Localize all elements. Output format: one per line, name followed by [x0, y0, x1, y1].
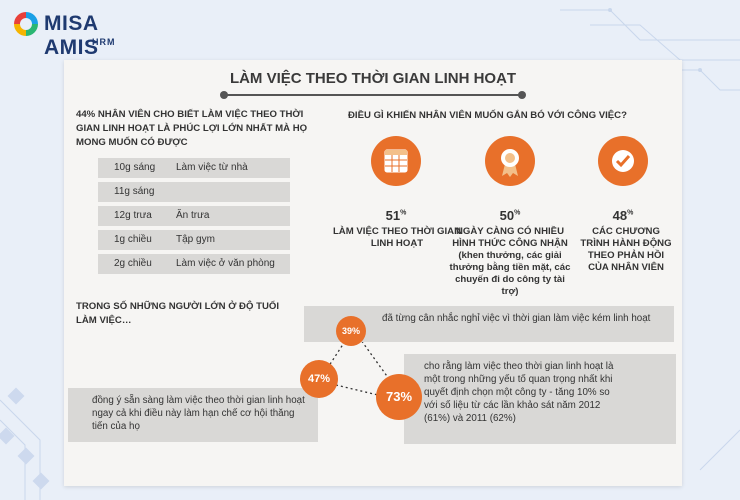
schedule-activity: Ăn trưa: [176, 210, 210, 221]
factor-label: NGÀY CÀNG CÓ NHIỀU HÌNH THỨC CÔNG NHẬN (khen thưởng, các giải thưởng bằng tiền mặt, các chuyến đi do công ty tài trợ): [449, 226, 571, 297]
adult-heading: TRONG SỐ NHỮNG NGƯỜI LỚN Ở ĐỘ TUỔI LÀM VIỆC…: [76, 301, 280, 326]
stat-text: đã từng cân nhắc nghỉ việc vì thời gian làm việc kém linh hoạt: [382, 313, 651, 324]
stat-bubble-39: 39%: [336, 316, 366, 346]
schedule-activity: Làm việc ở văn phòng: [176, 258, 275, 269]
left-heading: 44% NHÂN VIÊN CHO BIẾT LÀM VIỆC THEO THỜI GIAN LINH HOẠT LÀ PHÚC LỢI LỚN NHẤT MÀ HỌ MONG MUỐN CÓ ĐƯỢC: [76, 109, 308, 148]
schedule-activity: Làm việc từ nhà: [176, 162, 248, 173]
stat-bubble-47: 47%: [300, 360, 338, 398]
schedule-time: 2g chiều: [114, 258, 152, 269]
factor-percent: 48%: [612, 208, 634, 223]
stat-text: cho rằng làm việc theo thời gian linh hoạt là một trong những yếu tố quan trọng nhất khi quyết định chọn một công ty - tăng 10% so với số liệu từ các lần khảo sát năm 2012 (61%) và 2011 (62%): [424, 361, 614, 424]
misa-logo-icon: [14, 12, 38, 36]
right-heading: ĐIỀU GÌ KHIẾN NHÂN VIÊN MUỐN GẮN BÓ VỚI CÔNG VIỆC?: [348, 110, 627, 121]
brand-name: MISA AMIS: [44, 12, 99, 59]
factor-label: LÀM VIỆC THEO THỜI GIAN LINH HOẠT: [332, 226, 462, 249]
schedule-time: 10g sáng: [114, 162, 156, 173]
schedule-time: 12g trưa: [114, 210, 152, 221]
stat-text: đồng ý sẵn sàng làm việc theo thời gian linh hoạt ngay cả khi điều này làm hạn chế cơ hội thăng tiến của họ: [92, 395, 305, 432]
factor-percent: 50%: [499, 208, 521, 223]
schedule-time: 1g chiều: [114, 234, 152, 245]
stat-bubble-73: 73%: [376, 374, 422, 420]
schedule-time: 11g sáng: [114, 186, 155, 197]
factor-percent: 51%: [385, 208, 407, 223]
brand-subtitle: HRM: [92, 37, 116, 47]
stat-box-47: [68, 388, 318, 442]
brand-logo: [14, 10, 144, 59]
infographic-card: [64, 60, 682, 486]
stat-box-73: [404, 354, 676, 444]
infographic-title: LÀM VIỆC THEO THỜI GIAN LINH HOẠT: [229, 70, 517, 87]
factor-label: CÁC CHƯƠNG TRÌNH HÀNH ĐỘNG THEO PHẢN HỒI CỦA NHÂN VIÊN: [580, 226, 672, 273]
schedule-activity: Tập gym: [176, 234, 215, 245]
